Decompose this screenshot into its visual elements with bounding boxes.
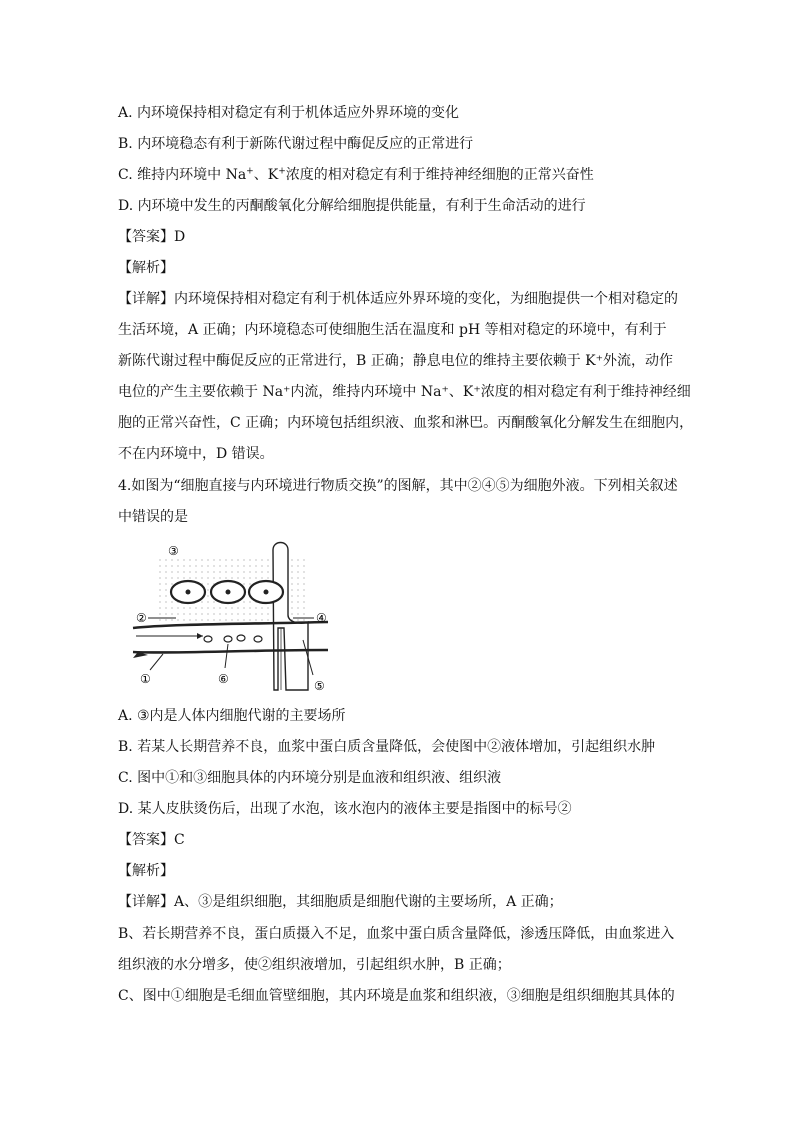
q3-detail-line: 生活环境，A 正确；内环境稳态可使细胞生活在温度和 pH 等相对稳定的环境中，有利于 — [118, 322, 667, 338]
q4-option-d: D. 某人皮肤烫伤后，出现了水泡，该水泡内的液体主要是指图中的标号② — [118, 801, 572, 817]
blood-cell — [254, 636, 262, 642]
q4-detail-line: B、若长期营养不良，蛋白质摄入不足，血浆中蛋白质含量降低，渗透压降低，由血浆进入 — [118, 926, 675, 942]
q3-option-c-part3: 浓度的相对稳定有利于维持神经细胞的正常兴奋性 — [285, 167, 594, 183]
q3-option-c-part2: 、K — [253, 167, 279, 183]
q3-option-d: D. 内环境中发生的丙酮酸氧化分解给细胞提供能量，有利于生命活动的进行 — [118, 198, 586, 214]
diagram-label-1: ① — [140, 672, 151, 686]
q3-detail-line: 胞的正常兴奋性，C 正确；内环境包括组织液、血浆和淋巴。丙酮酸氧化分解发生在细胞内， — [118, 415, 694, 431]
diagram-label-5: ⑤ — [314, 679, 325, 693]
q4-option-a: A. ③内是人体内细胞代谢的主要场所 — [118, 708, 346, 724]
q3-option-c: C. 维持内环境中 Na+、K+浓度的相对稳定有利于维持神经细胞的正常兴奋性 — [118, 166, 594, 183]
leader-line — [225, 644, 228, 668]
diagram-label-6: ⑥ — [218, 672, 229, 686]
q4-option-c: C. 图中①和③细胞具体的内环境分别是血液和组织液、组织液 — [118, 770, 502, 786]
q4-stem-line: 中错误的是 — [118, 509, 188, 525]
diagram-label-3: ③ — [168, 544, 179, 558]
diagram-label-4: ④ — [316, 611, 327, 625]
blood-cell — [237, 635, 245, 641]
cell-nucleus — [186, 590, 191, 595]
q4-option-b: B. 若某人长期营养不良，血浆中蛋白质含量降低，会使图中②液体增加，引起组织水肿 — [118, 739, 656, 755]
leader-line — [150, 654, 163, 670]
diagram-label-2: ② — [136, 611, 147, 625]
q4-stem-line: 4.如图为“细胞直接与内环境进行物质交换”的图解，其中②④⑤为细胞外液。下列相关叙述 — [118, 478, 678, 494]
q3-detail-line: 【详解】内环境保持相对稳定有利于机体适应外界环境的变化，为细胞提供一个相对稳定的 — [118, 291, 678, 307]
cell-exchange-diagram-svg — [128, 540, 343, 698]
q3-analysis-heading: 【解析】 — [118, 260, 174, 276]
q3-detail-line: 新陈代谢过程中酶促反应的正常进行，B 正确；静息电位的维持主要依赖于 K⁺外流，动作 — [118, 353, 674, 369]
q3-detail-line: 不在内环境中，D 错误。 — [118, 446, 274, 462]
q3-option-a: A. 内环境保持相对稳定有利于机体适应外界环境的变化 — [118, 105, 460, 121]
cell-nucleus — [264, 590, 269, 595]
blood-cell — [204, 636, 212, 642]
q4-detail-line: 组织液的水分增多，使②组织液增加，引起组织水肿，B 正确； — [118, 957, 511, 973]
q3-answer: 【答案】D — [118, 229, 186, 245]
q4-answer: 【答案】C — [118, 832, 185, 848]
q3-option-b: B. 内环境稳态有利于新陈代谢过程中酶促反应的正常进行 — [118, 136, 474, 152]
cell-exchange-diagram — [128, 540, 343, 698]
q4-detail-line: 【详解】A、③是组织细胞，其细胞质是细胞代谢的主要场所，A 正确； — [118, 894, 563, 910]
q4-detail-line: C、图中①细胞是毛细血管壁细胞，其内环境是血浆和组织液，③细胞是组织细胞其具体的 — [118, 988, 675, 1004]
q4-analysis-heading: 【解析】 — [118, 863, 174, 879]
cell-nucleus — [226, 590, 231, 595]
q3-detail-line: 电位的产生主要依赖于 Na⁺内流，维持内环境中 Na⁺、K⁺浓度的相对稳定有利于维持神经细 — [118, 384, 691, 400]
q3-option-c-part1: C. 维持内环境中 Na — [118, 167, 247, 183]
blood-cell — [224, 636, 232, 642]
arrow-head — [197, 633, 203, 639]
